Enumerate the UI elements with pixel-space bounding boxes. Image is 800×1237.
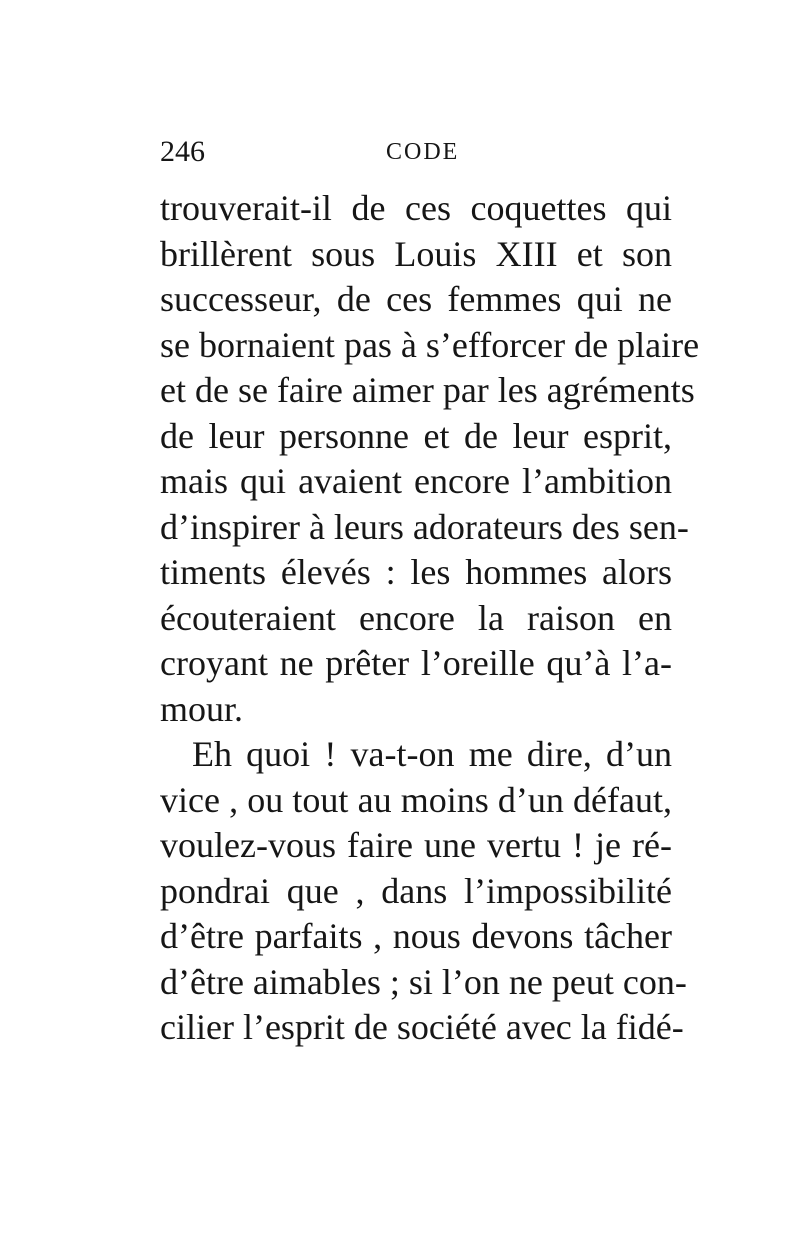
text-line: voulez-vous faire une vertu ! je ré-: [160, 825, 672, 865]
text-line: écouteraient encore la raison en: [160, 597, 672, 638]
text-line: d’inspirer à leurs adorateurs des sen-: [160, 506, 689, 547]
text-line: de leur personne et de leur esprit,: [160, 415, 672, 456]
text-line: vice , ou tout au moins d’un défaut,: [160, 779, 672, 820]
page-number: 246: [160, 135, 205, 168]
paragraph-2: [160, 732, 687, 1051]
text-line: brillèrent sous Louis XIII et son: [160, 233, 672, 274]
text-line: d’être parfaits , nous devons tâcher: [160, 916, 672, 956]
text-line: d’être aimables ; si l’on ne peut con-: [160, 961, 687, 1002]
text-line: successeur, de ces femmes qui ne: [160, 279, 672, 319]
text-line: et de se faire aimer par les agréments: [160, 370, 695, 410]
text-line: croyant ne prêter l’oreille qu’à l’a-: [160, 643, 672, 683]
text-line: trouverait-il de ces coquettes qui: [160, 188, 672, 228]
text-line: pondrai que , dans l’impossibilité: [160, 870, 672, 911]
running-title: CODE: [386, 139, 460, 165]
body-text: [160, 186, 700, 1051]
text-line: cilier l’esprit de société avec la fidé-: [160, 1007, 684, 1047]
text-line: Eh quoi ! va-t-on me dire, d’un: [192, 734, 672, 774]
text-line: se bornaient pas à s’efforcer de plaire: [160, 324, 700, 365]
text-line: mais qui avaient encore l’ambition: [160, 461, 672, 501]
text-line: mour.: [160, 688, 244, 729]
page-header: [160, 132, 672, 172]
paragraph-1: [160, 186, 700, 732]
text-line: timents élevés : les hommes alors: [160, 552, 672, 592]
